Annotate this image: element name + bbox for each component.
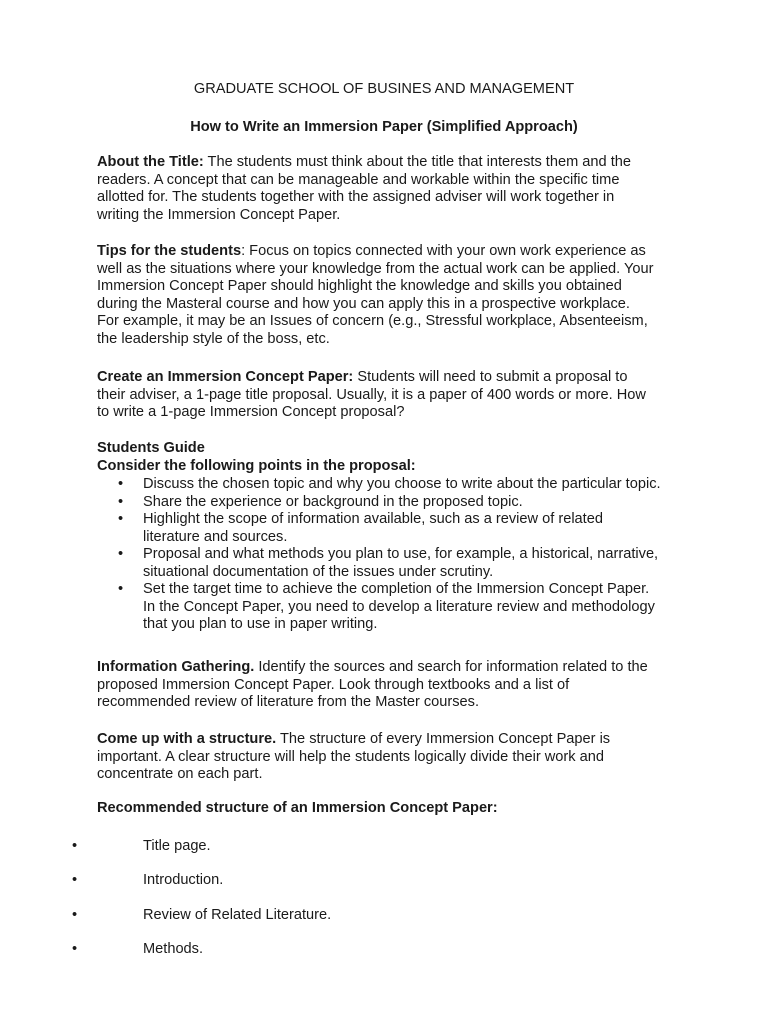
list-item <box>97 581 697 634</box>
about-title-text-2: readers. A concept that can be manageable and workable within the specific time <box>97 171 620 188</box>
structure-label: Come up with a structure. <box>97 731 277 747</box>
create-text-3: to write a 1-page Immersion Concept proposal? <box>97 404 405 420</box>
list-item-text: Set the target time to achieve the completion of the Immersion Concept Paper. <box>143 581 650 597</box>
information-gathering-text-2: proposed Immersion Concept Paper. Look through textbooks and a list of <box>97 676 570 693</box>
tips-text-1: : Focus on topics connected with your own work experience as <box>241 243 646 259</box>
bullet-icon: • <box>118 546 124 562</box>
list-item-text: literature and sources. <box>143 528 288 545</box>
students-guide-heading: Students Guide <box>97 440 205 456</box>
information-gathering-text-3: recommended review of literature from the Master courses. <box>97 694 480 710</box>
bullet-icon: • <box>118 581 124 597</box>
list-item-text: that you plan to use in paper writing. <box>143 616 378 632</box>
tips-text-6: the leadership style of the boss, etc. <box>97 330 330 347</box>
paper-title: How to Write an Immersion Paper (Simplified Approach) <box>190 119 578 135</box>
structure-text-1: The structure of every Immersion Concept Paper is <box>276 731 611 747</box>
structure-item <box>0 872 768 890</box>
create-paragraph <box>97 369 697 422</box>
about-title-paragraph <box>97 154 697 224</box>
about-title-text-4: writing the Immersion Concept Paper. <box>97 206 341 223</box>
structure-paragraph <box>97 731 697 784</box>
list-item-text: Proposal and what methods you plan to use, for example, a historical, narrative, <box>143 546 659 562</box>
tips-text-4: during the Masteral course and how you can apply this in a prospective workplace. <box>97 295 630 312</box>
information-gathering-paragraph <box>97 659 697 712</box>
tips-text-2: well as the situations where your knowledge from the actual work can be applied. Your <box>97 260 654 277</box>
tips-text-5: For example, it may be an Issues of concern (e.g., Stressful workplace, Absenteeism, <box>97 313 648 329</box>
about-title-label: About the Title: <box>97 154 204 170</box>
list-item <box>97 476 697 494</box>
structure-item-text: Review of Related Literature. <box>143 907 332 923</box>
students-guide-subheading: Consider the following points in the proposal: <box>97 457 416 474</box>
create-text-2: their adviser, a 1-page title proposal. Usually, it is a paper of 400 words or more. How <box>97 386 646 403</box>
structure-item-text: Title page. <box>143 838 211 854</box>
school-heading: GRADUATE SCHOOL OF BUSINES AND MANAGEMENT <box>193 81 575 97</box>
information-gathering-text-1: Identify the sources and search for information related to the <box>254 659 648 675</box>
bullet-icon: • <box>72 872 78 888</box>
list-item-text: Share the experience or background in the proposed topic. <box>143 493 523 510</box>
proposal-points-list <box>97 476 697 634</box>
bullet-icon: • <box>72 907 78 923</box>
structure-item <box>0 941 768 959</box>
about-title-text-1: The students must think about the title that interests them and the <box>203 154 632 170</box>
create-text-1: Students will need to submit a proposal to <box>353 369 628 385</box>
create-label: Create an Immersion Concept Paper: <box>97 369 354 385</box>
structure-text-2: important. A clear structure will help the students logically divide their work and <box>97 748 604 765</box>
bullet-icon: • <box>72 941 78 957</box>
bullet-icon: • <box>118 476 124 492</box>
list-item <box>97 511 697 546</box>
list-item <box>97 546 697 581</box>
structure-item <box>0 907 768 925</box>
tips-label: Tips for the students <box>97 243 242 259</box>
tips-paragraph <box>97 243 697 348</box>
bullet-icon: • <box>72 838 78 854</box>
list-item <box>97 494 697 512</box>
bullet-icon: • <box>118 493 124 510</box>
recommended-structure-heading: Recommended structure of an Immersion Concept Paper: <box>97 800 498 816</box>
students-guide <box>97 440 697 475</box>
structure-item <box>0 838 768 856</box>
list-item-text: In the Concept Paper, you need to develop a literature review and methodology <box>143 598 655 615</box>
structure-item-text: Introduction. <box>143 872 224 888</box>
list-item-text: Discuss the chosen topic and why you choose to write about the particular topic. <box>143 476 661 492</box>
structure-text-3: concentrate on each part. <box>97 766 263 782</box>
tips-text-3: Immersion Concept Paper should highlight the knowledge and skills you obtained <box>97 278 622 294</box>
structure-item-text: Methods. <box>143 941 204 957</box>
bullet-icon: • <box>118 511 124 527</box>
about-title-text-3: allotted for. The students together with the assigned adviser will work together in <box>97 189 615 205</box>
list-item-text: situational documentation of the issues under scrutiny. <box>143 563 494 580</box>
information-gathering-label: Information Gathering. <box>97 659 255 675</box>
list-item-text: Highlight the scope of information available, such as a review of related <box>143 511 603 527</box>
